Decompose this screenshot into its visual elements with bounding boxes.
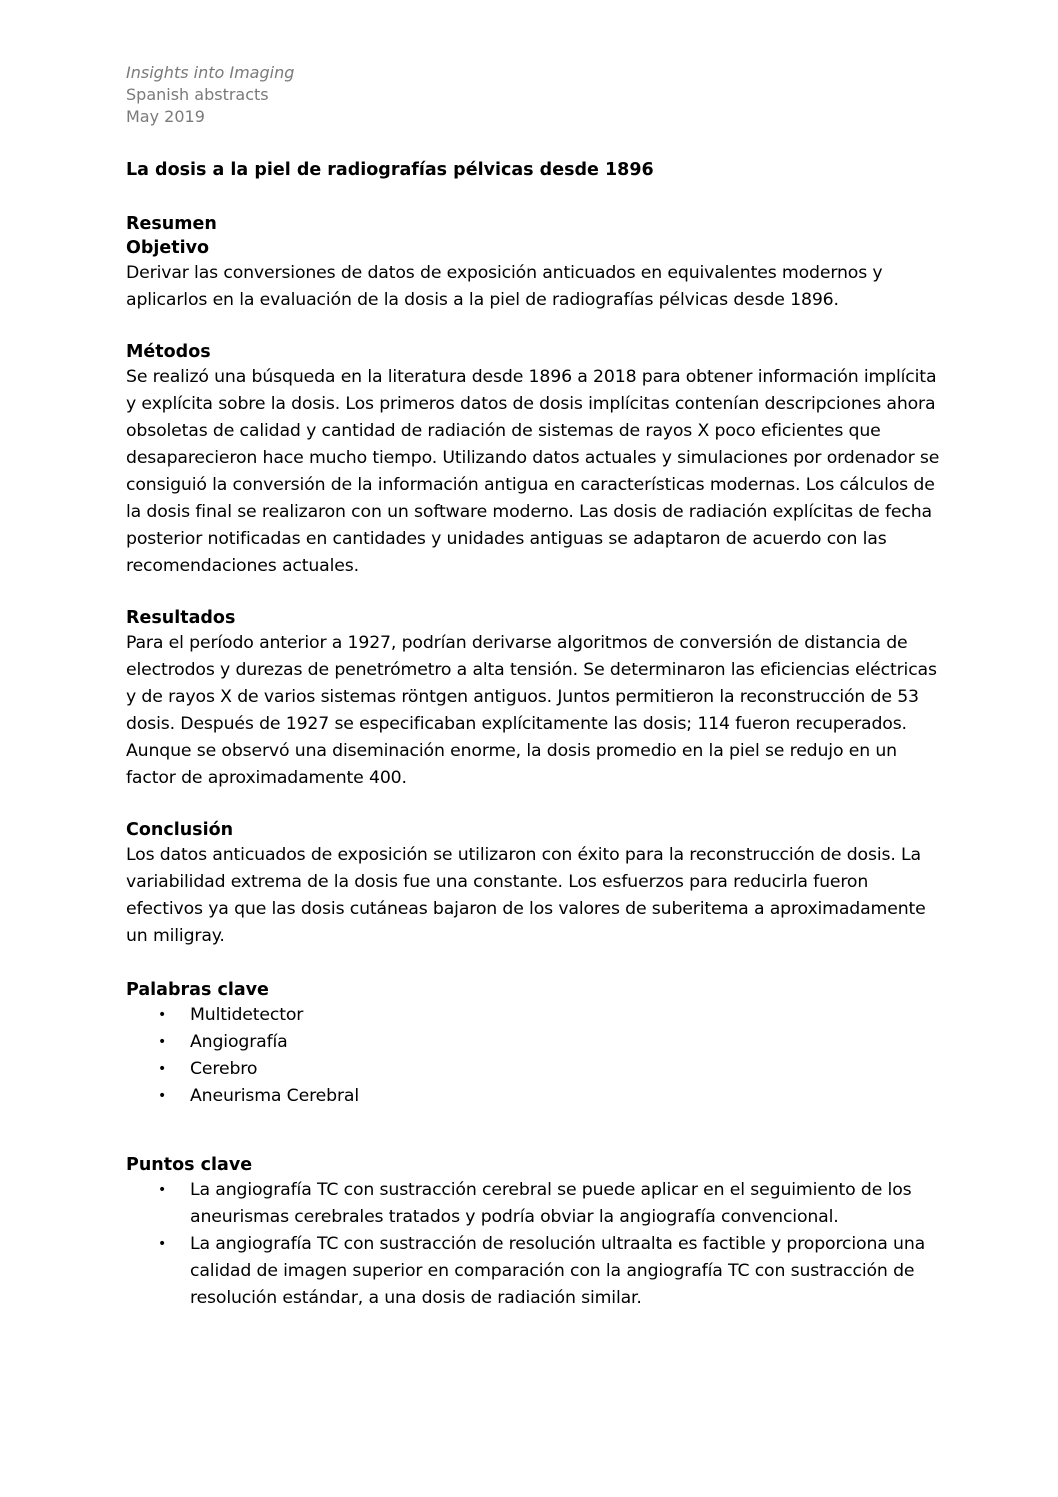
section-keywords bbox=[126, 978, 946, 1110]
keyword-item bbox=[126, 1002, 946, 1029]
bullet-icon: • bbox=[158, 1034, 167, 1050]
document-header bbox=[126, 62, 946, 128]
keywords-list bbox=[126, 1002, 946, 1110]
key-point-item bbox=[126, 1231, 946, 1312]
objetivo-heading: Objetivo bbox=[126, 238, 210, 258]
section-resultados bbox=[126, 606, 946, 792]
issue-date: May 2019 bbox=[126, 107, 205, 126]
objetivo-text: Derivar las conversiones de datos de exposición anticuados en equivalentes modernos y aplicarlos en la evaluación de la dosis a la piel de radiografías pélvicas desde 1896. bbox=[126, 263, 883, 310]
keyword-label: Multidetector bbox=[190, 1005, 304, 1025]
bullet-icon: • bbox=[158, 1182, 167, 1198]
resumen-heading: Resumen bbox=[126, 214, 217, 234]
keyword-label: Angiografía bbox=[190, 1032, 288, 1052]
document-page bbox=[126, 62, 946, 1312]
keyword-item bbox=[126, 1056, 946, 1083]
resultados-text: Para el período anterior a 1927, podrían derivarse algoritmos de conversión de distancia de electrodos y durezas de penetrómetro a alta tensión. Se determinaron las eficiencias eléctricas y de rayos X de varios sistemas röntgen antiguos. Juntos permitieron la reconstrucción de 53 dosis. Después de 1927 se especificaban explícitamente las dosis; 114 fueron recuperados. Aunque se observó una diseminación enorme, la dosis promedio en la piel se redujo en un factor de aproximadamente 400. bbox=[126, 633, 937, 788]
key-point-text: La angiografía TC con sustracción de resolución ultraalta es factible y proporciona una calidad de imagen superior en comparación con la angiografía TC con sustracción de resolución estándar, a una dosis de radiación similar. bbox=[190, 1234, 926, 1308]
key-point-item bbox=[126, 1177, 946, 1231]
metodos-text: Se realizó una búsqueda en la literatura desde 1896 a 2018 para obtener información implícita y explícita sobre la dosis. Los primeros datos de dosis implícitas contenían descripciones ahora obsoletas de calidad y cantidad de radiación de sistemas de rayos X poco eficientes que desaparecieron hace mucho tiempo. Utilizando datos actuales y simulaciones por ordenador se consiguió la conversión de la información antigua en características modernas. Los cálculos de la dosis final se realizaron con un software moderno. Las dosis de radiación explícitas de fecha posterior notificadas en cantidades y unidades antiguas se adaptaron de acuerdo con las recomendaciones actuales. bbox=[126, 367, 940, 576]
conclusion-text: Los datos anticuados de exposición se utilizaron con éxito para la reconstrucción de dosis. La variabilidad extrema de la dosis fue una constante. Los esfuerzos para reducirla fueron efectivos ya que las dosis cutáneas bajaron de los valores de suberitema a aproximadamente un miligray. bbox=[126, 845, 926, 946]
section-key-points bbox=[126, 1153, 946, 1312]
section-objetivo bbox=[126, 236, 946, 314]
bullet-icon: • bbox=[158, 1007, 167, 1023]
conclusion-heading: Conclusión bbox=[126, 820, 234, 840]
collection-name: Spanish abstracts bbox=[126, 85, 269, 104]
article-title: La dosis a la piel de radiografías pélvicas desde 1896 bbox=[126, 160, 654, 180]
keywords-heading: Palabras clave bbox=[126, 980, 269, 1000]
bullet-icon: • bbox=[158, 1236, 167, 1252]
keyword-item bbox=[126, 1029, 946, 1056]
key-points-heading: Puntos clave bbox=[126, 1155, 253, 1175]
journal-name: Insights into Imaging bbox=[126, 63, 295, 82]
resultados-heading: Resultados bbox=[126, 608, 236, 628]
bullet-icon: • bbox=[158, 1088, 167, 1104]
key-points-list bbox=[126, 1177, 946, 1312]
keyword-label: Cerebro bbox=[190, 1059, 258, 1079]
section-metodos bbox=[126, 340, 946, 580]
section-conclusion bbox=[126, 818, 946, 950]
key-point-text: La angiografía TC con sustracción cerebral se puede aplicar en el seguimiento de los aneurismas cerebrales tratados y podría obviar la angiografía convencional. bbox=[190, 1180, 912, 1227]
metodos-heading: Métodos bbox=[126, 342, 211, 362]
keyword-item bbox=[126, 1083, 946, 1110]
keyword-label: Aneurisma Cerebral bbox=[190, 1086, 360, 1106]
bullet-icon: • bbox=[158, 1061, 167, 1077]
